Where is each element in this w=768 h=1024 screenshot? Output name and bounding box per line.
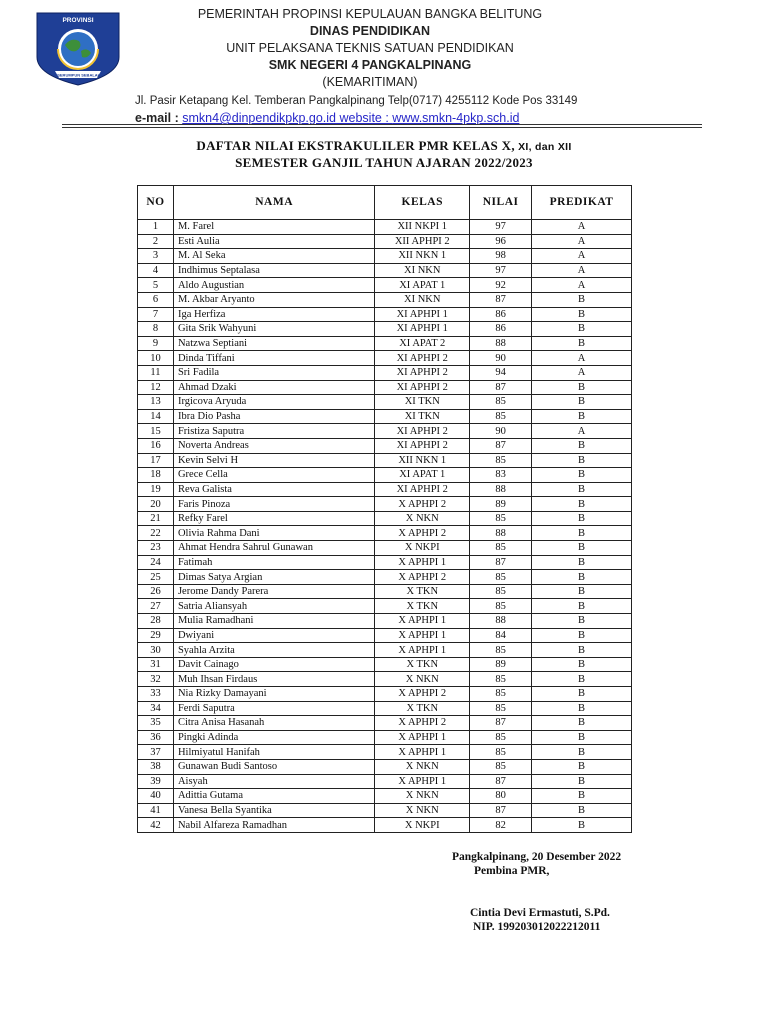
cell-kelas: X APHPI 1 — [375, 774, 470, 789]
cell-kelas: XII APHPI 2 — [375, 234, 470, 249]
cell-nama: Citra Anisa Hasanah — [173, 716, 374, 731]
gov-line: PEMERINTAH PROPINSI KEPULAUAN BANGKA BELITUNG — [197, 7, 543, 21]
cell-predikat: B — [532, 614, 632, 629]
signature-role: Pembina PMR, — [474, 865, 550, 877]
cell-no: 11 — [138, 365, 174, 380]
header-predikat: PREDIKAT — [532, 186, 632, 220]
cell-nama: Ibra Dio Pasha — [173, 409, 374, 424]
cell-nilai: 94 — [470, 365, 532, 380]
cell-nama: Ahmat Hendra Sahrul Gunawan — [173, 541, 374, 556]
cell-no: 5 — [138, 278, 174, 293]
table-row — [138, 745, 632, 760]
cell-predikat: B — [532, 395, 632, 410]
title-line-1 — [0, 138, 768, 155]
cell-nama: Vanesa Bella Syantika — [173, 803, 374, 818]
cell-nama: Muh Ihsan Firdaus — [173, 672, 374, 687]
cell-nama: Adittia Gutama — [173, 789, 374, 804]
cell-nama: Reva Galista — [173, 482, 374, 497]
cell-nilai: 87 — [470, 380, 532, 395]
agency-line: DINAS PENDIDIKAN — [309, 24, 431, 38]
cell-kelas: X APHPI 1 — [375, 555, 470, 570]
cell-kelas: X TKN — [375, 701, 470, 716]
cell-kelas: XI TKN — [375, 409, 470, 424]
table-header-row — [138, 186, 632, 220]
table-row — [138, 263, 632, 278]
cell-nilai: 87 — [470, 438, 532, 453]
table-row — [138, 468, 632, 483]
cell-no: 4 — [138, 263, 174, 278]
cell-nama: Sri Fadila — [173, 365, 374, 380]
cell-no: 8 — [138, 322, 174, 337]
table-row — [138, 716, 632, 731]
cell-nama: Olivia Rahma Dani — [173, 526, 374, 541]
cell-kelas: XI TKN — [375, 395, 470, 410]
cell-kelas: X APHPI 1 — [375, 643, 470, 658]
cell-predikat: A — [532, 278, 632, 293]
cell-predikat: A — [532, 351, 632, 366]
cell-no: 22 — [138, 526, 174, 541]
cell-no: 42 — [138, 818, 174, 833]
cell-kelas: X TKN — [375, 584, 470, 599]
cell-nilai: 85 — [470, 570, 532, 585]
cell-nilai: 85 — [470, 745, 532, 760]
cell-kelas: XI APHPI 2 — [375, 424, 470, 439]
cell-predikat: B — [532, 657, 632, 672]
cell-no: 31 — [138, 657, 174, 672]
cell-kelas: X APHPI 1 — [375, 730, 470, 745]
cell-no: 24 — [138, 555, 174, 570]
cell-predikat: B — [532, 584, 632, 599]
cell-nama: Aisyah — [173, 774, 374, 789]
cell-nilai: 88 — [470, 482, 532, 497]
cell-predikat: B — [532, 541, 632, 556]
cell-predikat: A — [532, 424, 632, 439]
cell-nilai: 88 — [470, 614, 532, 629]
cell-nama: Grece Cella — [173, 468, 374, 483]
table-row — [138, 614, 632, 629]
cell-nama: Fristiza Saputra — [173, 424, 374, 439]
table-row — [138, 409, 632, 424]
table-row — [138, 220, 632, 235]
cell-no: 18 — [138, 468, 174, 483]
province-logo — [35, 11, 121, 87]
cell-no: 32 — [138, 672, 174, 687]
cell-no: 33 — [138, 687, 174, 702]
cell-nama: Kevin Selvi H — [173, 453, 374, 468]
cell-predikat: B — [532, 687, 632, 702]
table-row — [138, 438, 632, 453]
cell-no: 17 — [138, 453, 174, 468]
cell-nilai: 89 — [470, 657, 532, 672]
cell-no: 13 — [138, 395, 174, 410]
cell-kelas: XI APHPI 2 — [375, 482, 470, 497]
cell-nilai: 90 — [470, 424, 532, 439]
cell-kelas: XI NKN — [375, 292, 470, 307]
table-row — [138, 292, 632, 307]
cell-no: 10 — [138, 351, 174, 366]
cell-nilai: 85 — [470, 541, 532, 556]
cell-no: 39 — [138, 774, 174, 789]
cell-nilai: 87 — [470, 555, 532, 570]
cell-nama: Natzwa Septiani — [173, 336, 374, 351]
table-row — [138, 351, 632, 366]
cell-predikat: B — [532, 497, 632, 512]
letterhead-divider-secondary — [62, 127, 702, 128]
cell-nama: Indhimus Septalasa — [173, 263, 374, 278]
cell-predikat: B — [532, 438, 632, 453]
table-row — [138, 278, 632, 293]
table-row — [138, 628, 632, 643]
cell-predikat: B — [532, 789, 632, 804]
table-row — [138, 672, 632, 687]
cell-kelas: X APHPI 1 — [375, 614, 470, 629]
cell-no: 1 — [138, 220, 174, 235]
svg-text:SERUMPUN SEBALAI: SERUMPUN SEBALAI — [57, 72, 99, 78]
cell-nilai: 85 — [470, 672, 532, 687]
cell-nilai: 82 — [470, 818, 532, 833]
cell-nilai: 97 — [470, 263, 532, 278]
cell-kelas: X NKN — [375, 803, 470, 818]
cell-nilai: 87 — [470, 716, 532, 731]
cell-kelas: X APHPI 2 — [375, 570, 470, 585]
cell-no: 25 — [138, 570, 174, 585]
cell-no: 7 — [138, 307, 174, 322]
school-name: SMK NEGERI 4 PANGKALPINANG — [268, 58, 472, 72]
cell-kelas: X TKN — [375, 657, 470, 672]
cell-predikat: A — [532, 249, 632, 264]
cell-kelas: X NKN — [375, 789, 470, 804]
cell-nilai: 80 — [470, 789, 532, 804]
cell-kelas: X APHPI 2 — [375, 716, 470, 731]
cell-kelas: XI APHPI 2 — [375, 351, 470, 366]
cell-no: 6 — [138, 292, 174, 307]
cell-nama: Mulia Ramadhani — [173, 614, 374, 629]
table-row — [138, 380, 632, 395]
table-row — [138, 570, 632, 585]
table-row — [138, 453, 632, 468]
cell-nilai: 85 — [470, 511, 532, 526]
website-label: website : — [336, 111, 393, 125]
cell-no: 16 — [138, 438, 174, 453]
cell-no: 36 — [138, 730, 174, 745]
cell-no: 28 — [138, 614, 174, 629]
cell-nilai: 87 — [470, 774, 532, 789]
table-row — [138, 526, 632, 541]
table-row — [138, 584, 632, 599]
cell-nama: Faris Pinoza — [173, 497, 374, 512]
cell-nama: Refky Farel — [173, 511, 374, 526]
cell-kelas: X NKN — [375, 511, 470, 526]
table-body — [138, 220, 632, 833]
cell-predikat: B — [532, 818, 632, 833]
cell-predikat: B — [532, 307, 632, 322]
cell-no: 3 — [138, 249, 174, 264]
cell-nilai: 83 — [470, 468, 532, 483]
cell-nilai: 89 — [470, 497, 532, 512]
table-row — [138, 657, 632, 672]
cell-predikat: B — [532, 482, 632, 497]
cell-nama: Dwiyani — [173, 628, 374, 643]
header-nilai: NILAI — [470, 186, 532, 220]
cell-nama: M. Al Seka — [173, 249, 374, 264]
table-row — [138, 424, 632, 439]
cell-predikat: B — [532, 599, 632, 614]
cell-nama: Dimas Satya Argian — [173, 570, 374, 585]
cell-nama: Nabil Alfareza Ramadhan — [173, 818, 374, 833]
table-row — [138, 818, 632, 833]
header-nama: NAMA — [173, 186, 374, 220]
cell-nilai: 85 — [470, 701, 532, 716]
signature-place-date: Pangkalpinang, 20 Desember 2022 — [452, 851, 622, 863]
cell-no: 30 — [138, 643, 174, 658]
cell-nilai: 85 — [470, 643, 532, 658]
school-address: Jl. Pasir Ketapang Kel. Temberan Pangkalpinang Telp(0717) 4255112 Kode Pos 33149 — [135, 95, 578, 107]
cell-nama: Irgicova Aryuda — [173, 395, 374, 410]
cell-nilai: 96 — [470, 234, 532, 249]
cell-nama: Fatimah — [173, 555, 374, 570]
cell-kelas: X NKN — [375, 759, 470, 774]
cell-predikat: B — [532, 322, 632, 337]
cell-nilai: 85 — [470, 599, 532, 614]
table-row — [138, 497, 632, 512]
cell-nama: Gunawan Budi Santoso — [173, 759, 374, 774]
cell-predikat: B — [532, 380, 632, 395]
cell-no: 34 — [138, 701, 174, 716]
cell-no: 12 — [138, 380, 174, 395]
cell-nama: Nia Rizky Damayani — [173, 687, 374, 702]
table-row — [138, 687, 632, 702]
cell-nama: Syahla Arzita — [173, 643, 374, 658]
cell-predikat: A — [532, 220, 632, 235]
cell-kelas: XI APHPI 1 — [375, 322, 470, 337]
cell-kelas: X NKPI — [375, 541, 470, 556]
cell-nama: Jerome Dandy Parera — [173, 584, 374, 599]
cell-kelas: X APHPI 2 — [375, 497, 470, 512]
cell-predikat: B — [532, 643, 632, 658]
cell-kelas: XI APHPI 2 — [375, 365, 470, 380]
header-kelas: KELAS — [375, 186, 470, 220]
title-line-2: SEMESTER GANJIL TAHUN AJARAN 2022/2023 — [235, 155, 533, 170]
document-title — [0, 138, 768, 171]
svg-text:PROVINSI: PROVINSI — [62, 17, 94, 24]
header-no: NO — [138, 186, 174, 220]
cell-kelas: XII NKN 1 — [375, 249, 470, 264]
cell-nama: Hilmiyatul Hanifah — [173, 745, 374, 760]
cell-predikat: B — [532, 526, 632, 541]
cell-predikat: B — [532, 409, 632, 424]
cell-predikat: B — [532, 570, 632, 585]
cell-nilai: 84 — [470, 628, 532, 643]
cell-nama: Pingki Adinda — [173, 730, 374, 745]
cell-nama: Ahmad Dzaki — [173, 380, 374, 395]
cell-nilai: 88 — [470, 336, 532, 351]
cell-nilai: 97 — [470, 220, 532, 235]
table-row — [138, 541, 632, 556]
cell-predikat: B — [532, 628, 632, 643]
table-row — [138, 322, 632, 337]
table-row — [138, 774, 632, 789]
cell-no: 40 — [138, 789, 174, 804]
cell-predikat: B — [532, 292, 632, 307]
cell-nilai: 86 — [470, 307, 532, 322]
cell-predikat: B — [532, 468, 632, 483]
table-row — [138, 599, 632, 614]
cell-nama: Esti Aulia — [173, 234, 374, 249]
cell-nilai: 86 — [470, 322, 532, 337]
table-row — [138, 336, 632, 351]
cell-no: 38 — [138, 759, 174, 774]
cell-no: 23 — [138, 541, 174, 556]
cell-nama: Davit Cainago — [173, 657, 374, 672]
table-row — [138, 803, 632, 818]
cell-nilai: 85 — [470, 409, 532, 424]
cell-no: 14 — [138, 409, 174, 424]
cell-kelas: X APHPI 1 — [375, 745, 470, 760]
cell-predikat: A — [532, 365, 632, 380]
letterhead-divider — [62, 124, 702, 125]
cell-kelas: X TKN — [375, 599, 470, 614]
cell-no: 2 — [138, 234, 174, 249]
table-row — [138, 789, 632, 804]
cell-kelas: XI APHPI 2 — [375, 380, 470, 395]
cell-nilai: 90 — [470, 351, 532, 366]
cell-nilai: 98 — [470, 249, 532, 264]
cell-predikat: B — [532, 453, 632, 468]
cell-nilai: 85 — [470, 759, 532, 774]
cell-nilai: 85 — [470, 453, 532, 468]
cell-kelas: X APHPI 2 — [375, 526, 470, 541]
table-row — [138, 555, 632, 570]
cell-no: 29 — [138, 628, 174, 643]
cell-nilai: 88 — [470, 526, 532, 541]
title-main: DAFTAR NILAI EKSTRAKULILER PMR KELAS X, — [196, 138, 515, 153]
cell-no: 41 — [138, 803, 174, 818]
cell-nama: Aldo Augustian — [173, 278, 374, 293]
cell-nama: Iga Herfiza — [173, 307, 374, 322]
cell-nama: Gita Srik Wahyuni — [173, 322, 374, 337]
cell-no: 37 — [138, 745, 174, 760]
cell-no: 9 — [138, 336, 174, 351]
cell-kelas: XI APAT 1 — [375, 278, 470, 293]
cell-no: 26 — [138, 584, 174, 599]
table-row — [138, 365, 632, 380]
table-row — [138, 643, 632, 658]
grades-table — [137, 185, 632, 833]
cell-predikat: B — [532, 745, 632, 760]
cell-kelas: XI APHPI 2 — [375, 438, 470, 453]
cell-kelas: XI APHPI 1 — [375, 307, 470, 322]
table-row — [138, 730, 632, 745]
cell-kelas: XI APAT 2 — [375, 336, 470, 351]
cell-nama: Ferdi Saputra — [173, 701, 374, 716]
cell-nilai: 92 — [470, 278, 532, 293]
title-tail: XI, dan XII — [514, 141, 572, 153]
cell-predikat: B — [532, 511, 632, 526]
cell-predikat: B — [532, 759, 632, 774]
cell-no: 21 — [138, 511, 174, 526]
cell-predikat: B — [532, 774, 632, 789]
website-link[interactable]: www.smkn-4pkp.sch.id — [392, 111, 520, 125]
cell-nilai: 85 — [470, 395, 532, 410]
table-row — [138, 759, 632, 774]
cell-kelas: XII NKPI 1 — [375, 220, 470, 235]
cell-nilai: 87 — [470, 292, 532, 307]
cell-predikat: A — [532, 263, 632, 278]
cell-predikat: B — [532, 716, 632, 731]
cell-nilai: 85 — [470, 730, 532, 745]
table-row — [138, 511, 632, 526]
cell-no: 19 — [138, 482, 174, 497]
table-row — [138, 395, 632, 410]
email-link[interactable]: smkn4@dinpendikpkp.go.id — [182, 111, 337, 125]
cell-nilai: 87 — [470, 803, 532, 818]
cell-kelas: XI APAT 1 — [375, 468, 470, 483]
cell-kelas: X NKPI — [375, 818, 470, 833]
cell-no: 20 — [138, 497, 174, 512]
cell-kelas: XII NKN 1 — [375, 453, 470, 468]
cell-nama: Satria Aliansyah — [173, 599, 374, 614]
cell-no: 35 — [138, 716, 174, 731]
table-row — [138, 249, 632, 264]
cell-kelas: X NKN — [375, 672, 470, 687]
table-row — [138, 307, 632, 322]
cell-nama: M. Farel — [173, 220, 374, 235]
table-row — [138, 482, 632, 497]
table-row — [138, 234, 632, 249]
cell-nama: M. Akbar Aryanto — [173, 292, 374, 307]
cell-no: 27 — [138, 599, 174, 614]
cell-predikat: B — [532, 701, 632, 716]
school-subtitle: (KEMARITIMAN) — [322, 75, 418, 89]
cell-nilai: 85 — [470, 687, 532, 702]
cell-kelas: XI NKN — [375, 263, 470, 278]
cell-predikat: B — [532, 336, 632, 351]
cell-predikat: A — [532, 234, 632, 249]
signatory-nip: NIP. 199203012022212011 — [473, 921, 601, 933]
email-label: e-mail : — [135, 111, 183, 125]
cell-nama: Dinda Tiffani — [173, 351, 374, 366]
cell-predikat: B — [532, 730, 632, 745]
table-row — [138, 701, 632, 716]
cell-kelas: X APHPI 2 — [375, 687, 470, 702]
cell-predikat: B — [532, 803, 632, 818]
cell-predikat: B — [532, 555, 632, 570]
cell-nama: Noverta Andreas — [173, 438, 374, 453]
cell-kelas: X APHPI 1 — [375, 628, 470, 643]
cell-nilai: 85 — [470, 584, 532, 599]
cell-no: 15 — [138, 424, 174, 439]
letterhead — [135, 6, 605, 127]
signatory-name: Cintia Devi Ermastuti, S.Pd. — [470, 907, 610, 919]
unit-line: UNIT PELAKSANA TEKNIS SATUAN PENDIDIKAN — [226, 41, 514, 55]
cell-predikat: B — [532, 672, 632, 687]
